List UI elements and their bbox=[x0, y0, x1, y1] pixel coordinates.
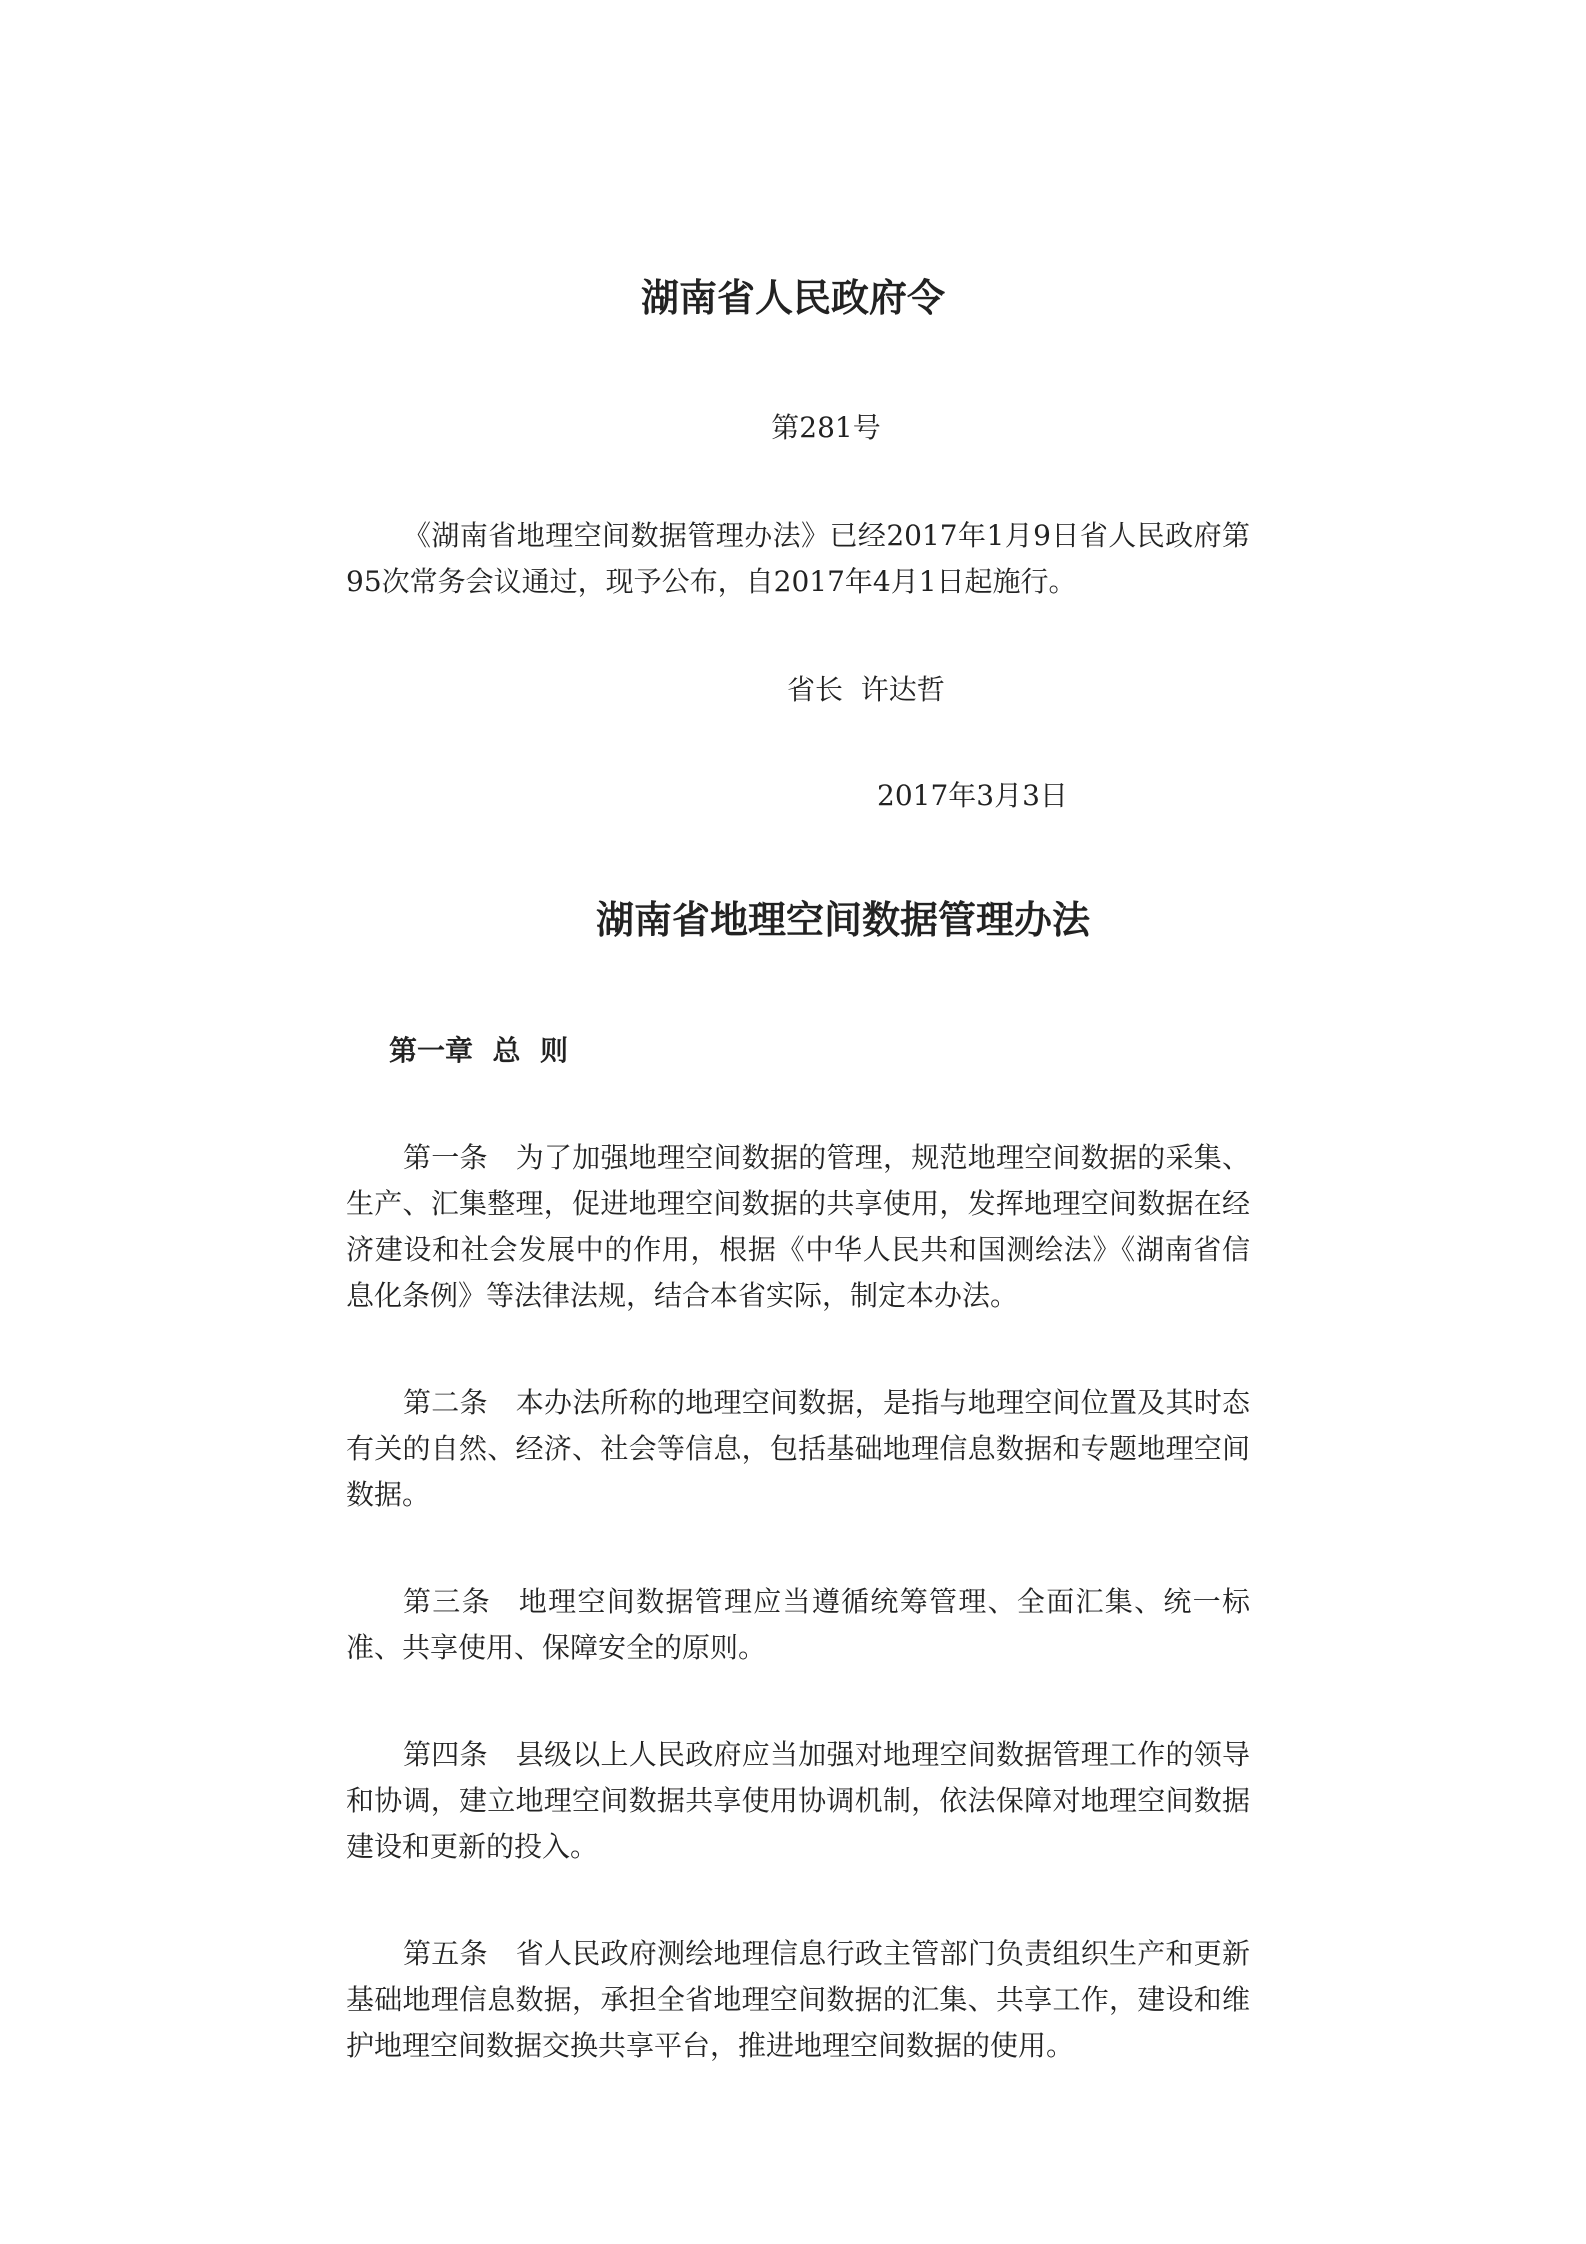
regulation-title: 湖南省地理空间数据管理办法 bbox=[595, 898, 1090, 942]
announcement-paragraph: 《湖南省地理空间数据管理办法》已经2017年1月9日省人民政府第95次常务会议通过，现予公布，自2017年4月1日起施行。 bbox=[346, 519, 1250, 598]
decree-number: 第281号 bbox=[771, 411, 881, 444]
article-label: 第四条 bbox=[403, 1738, 488, 1771]
article-text: 本办法所称的地理空间数据，是指与地理空间位置及其时态有关的自然、经济、社会等信息，包括基础地理信息数据和专题地理空间数据。 bbox=[346, 1386, 1250, 1511]
article-text: 地理空间数据管理应当遵循统筹管理、全面汇集、统一标准、共享使用、保障安全的原则。 bbox=[346, 1585, 1250, 1664]
article-label: 第一条 bbox=[403, 1141, 488, 1174]
decree-title: 湖南省人民政府令 bbox=[640, 276, 945, 320]
article-label: 第五条 bbox=[403, 1937, 488, 1970]
article-3 bbox=[346, 1579, 1250, 1671]
article-label: 第二条 bbox=[403, 1386, 488, 1419]
article-4 bbox=[346, 1732, 1250, 1870]
article-1 bbox=[346, 1135, 1250, 1319]
article-text: 省人民政府测绘地理信息行政主管部门负责组织生产和更新基础地理信息数据，承担全省地理空间数据的汇集、共享工作，建设和维护地理空间数据交换共享平台，推进地理空间数据的使用。 bbox=[346, 1937, 1250, 2062]
decree-date: 2017年3月3日 bbox=[877, 779, 1068, 812]
article-label: 第三条 bbox=[403, 1585, 491, 1618]
article-2 bbox=[346, 1380, 1250, 1518]
signature: 省长 许达哲 bbox=[787, 673, 945, 706]
chapter-heading: 第一章 总 则 bbox=[389, 1034, 568, 1067]
article-text: 县级以上人民政府应当加强对地理空间数据管理工作的领导和协调，建立地理空间数据共享使用协调机制，依法保障对地理空间数据建设和更新的投入。 bbox=[346, 1738, 1250, 1863]
article-text: 为了加强地理空间数据的管理，规范地理空间数据的采集、生产、汇集整理，促进地理空间数据的共享使用，发挥地理空间数据在经济建设和社会发展中的作用，根据《中华人民共和国测绘法》《湖南省信息化条例》等法律法规，结合本省实际，制定本办法。 bbox=[346, 1141, 1250, 1312]
article-5 bbox=[346, 1931, 1250, 2069]
